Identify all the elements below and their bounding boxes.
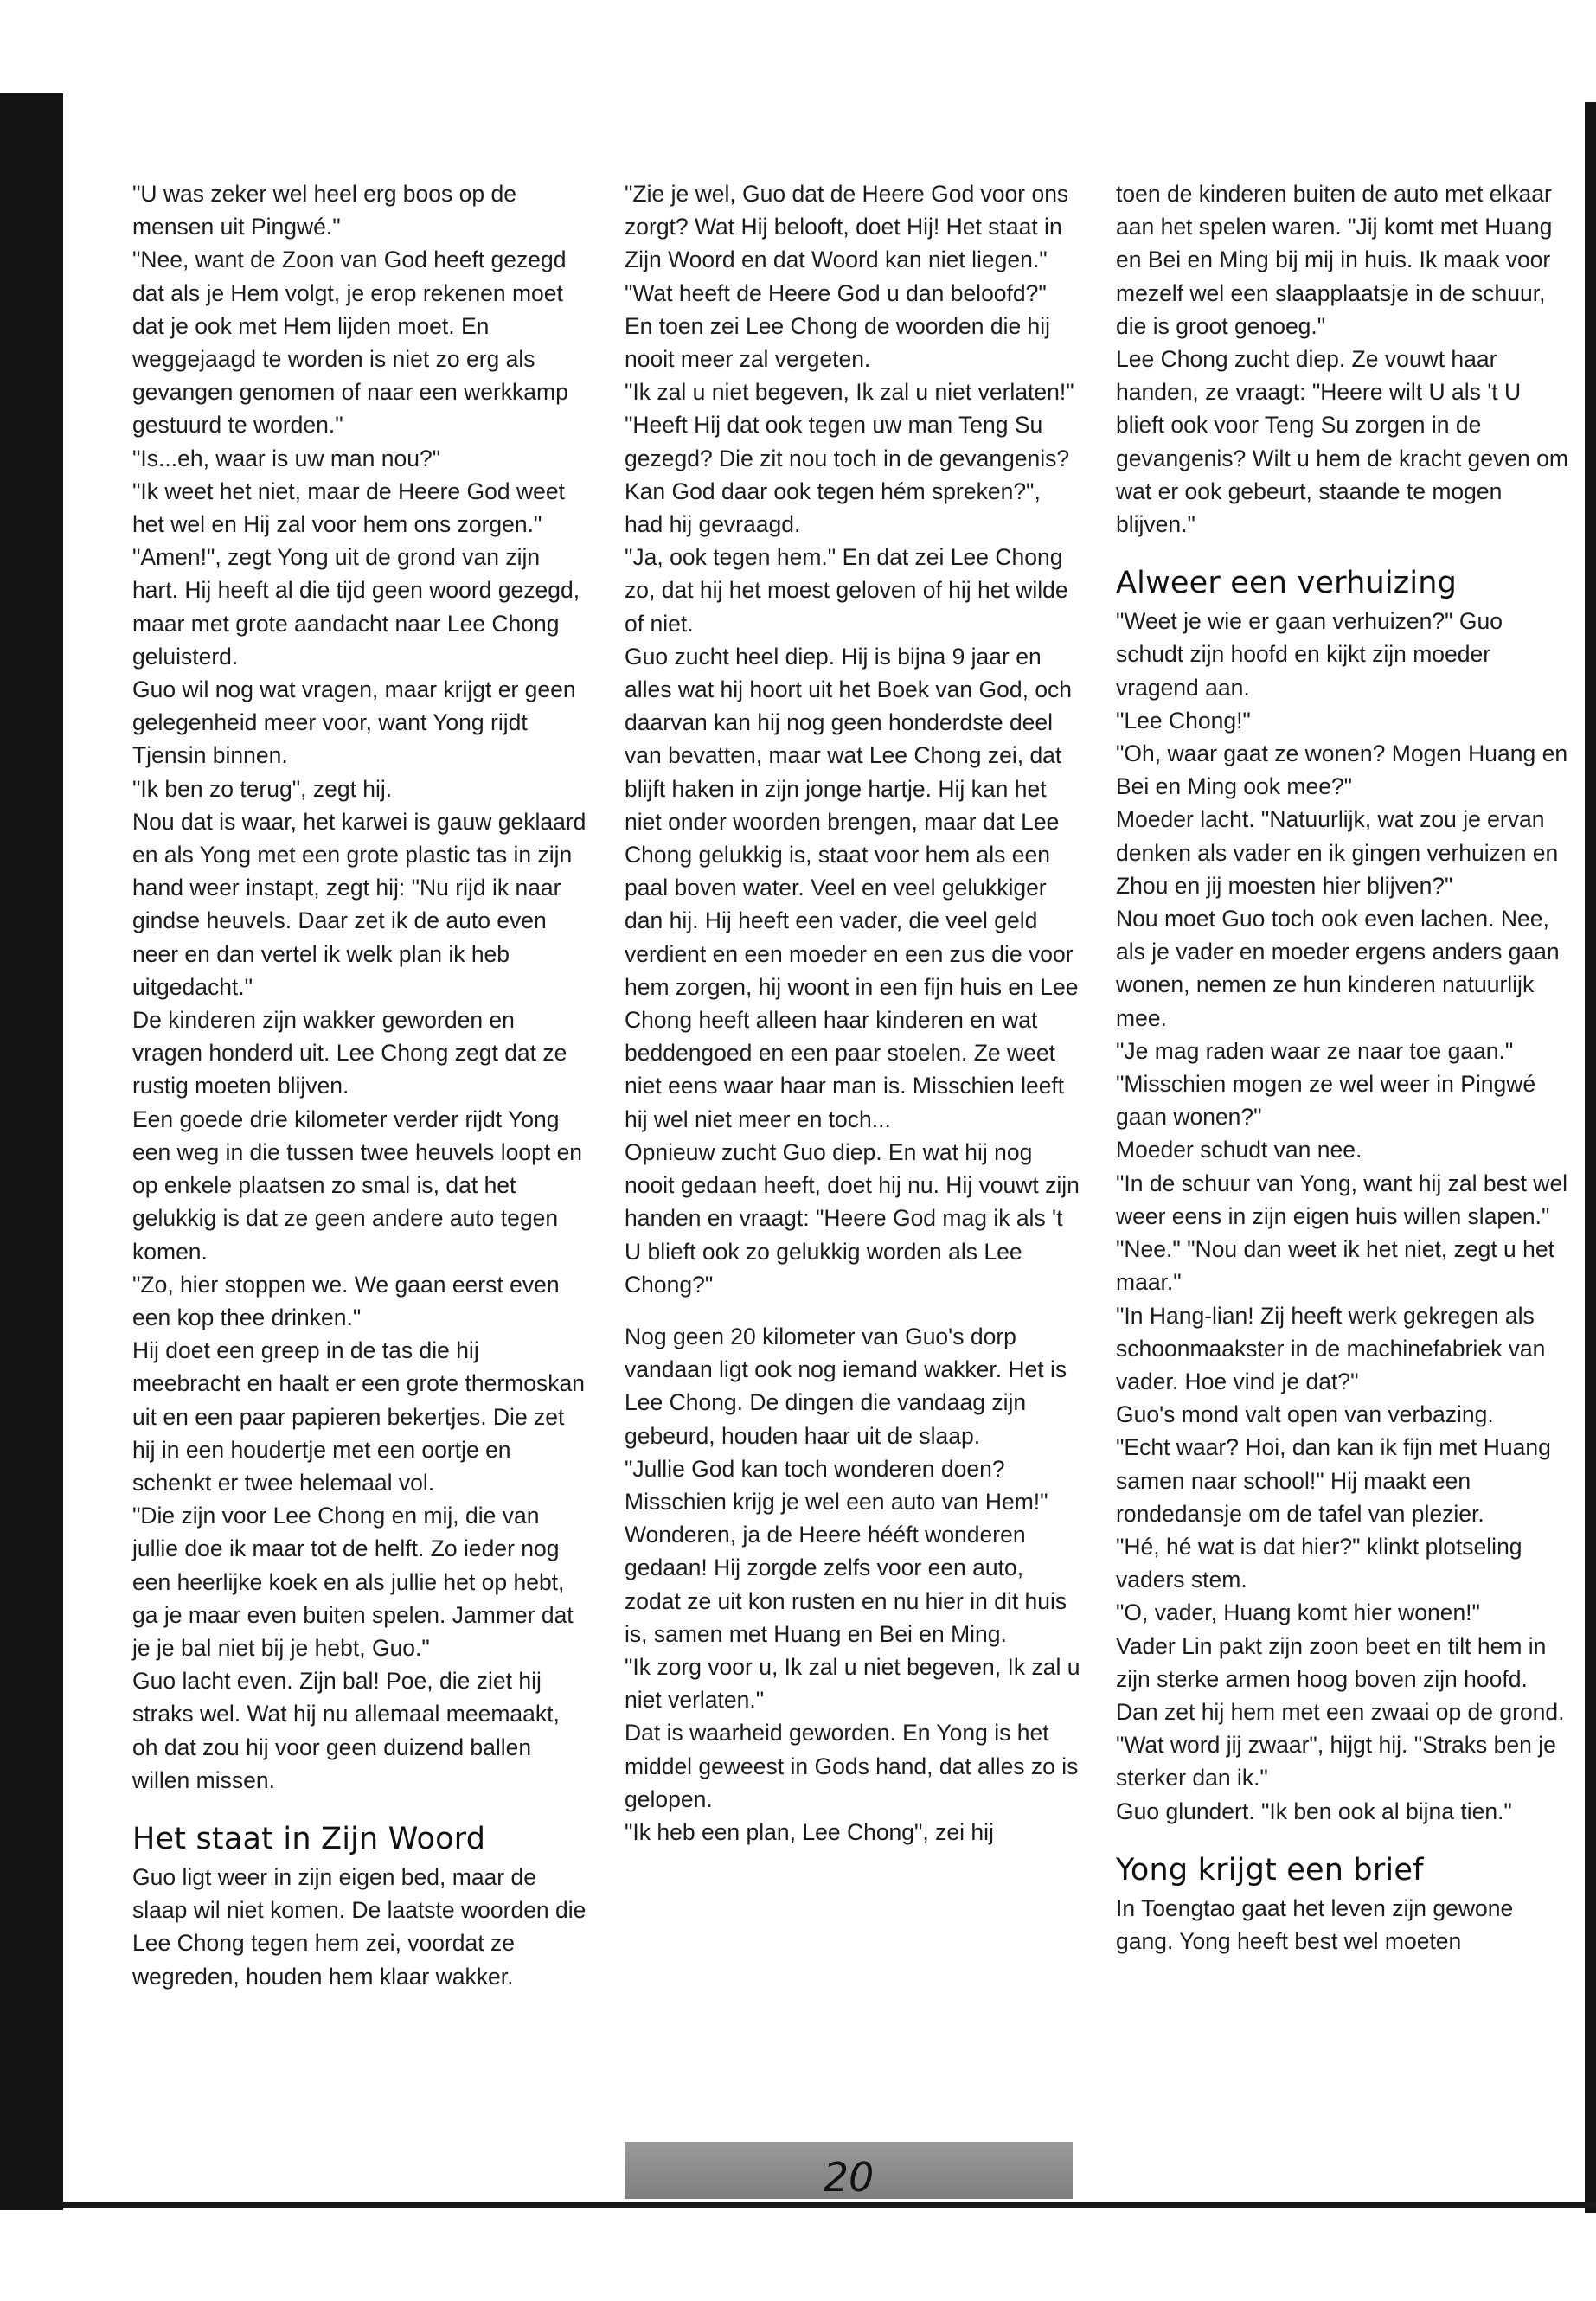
paragraph: "Ik zorg voor u, Ik zal u niet begeven, Ik zal u niet verlaten." [625, 1653, 1080, 1714]
paragraph: Guo lacht even. Zijn bal! Poe, die ziet hij straks wel. Wat hij nu allemaal meemaakt, oh dat zou hij voor geen duizend ballen willen missen. [132, 1668, 560, 1793]
scan-edge-left [0, 93, 63, 2210]
paragraph: "Wat word jij zwaar", hijgt hij. "Straks ben je sterker dan ik." [1116, 1732, 1556, 1791]
paragraph: "Zie je wel, Guo dat de Heere God voor ons zorgt? Wat Hij belooft, doet Hij! Het staat in Zijn Woord en dat Woord kan niet liegen." [625, 181, 1069, 273]
paragraph: "Oh, waar gaat ze wonen? Mogen Huang en Bei en Ming ook mee?" [1116, 740, 1568, 800]
paragraph: Moeder lacht. "Natuurlijk, wat zou je ervan denken als vader en ik gingen verhuizen en Zhou en jij moesten hier blijven?" [1116, 806, 1559, 899]
text-column-left [132, 177, 591, 1993]
paragraph: "Echt waar? Hoi, dan kan ik fijn met Huang samen naar school!" Hij maakt een rondedansje om de tafel van plezier. [1116, 1434, 1551, 1527]
text-column-middle [625, 177, 1083, 1849]
paragraph: "Jullie God kan toch wonderen doen? Misschien krijg je wel een auto van Hem!" [625, 1455, 1048, 1515]
paragraph: "Ik ben zo terug", zegt hij. [132, 775, 393, 802]
page-number-box [625, 2142, 1073, 2199]
paragraph: "U was zeker wel heel erg boos op de mensen uit Pingwé." [132, 181, 516, 240]
paragraph: "Amen!", zegt Yong uit de grond van zijn hart. Hij heeft al die tijd geen woord gezegd, maar met grote aandacht naar Lee Chong geluisterd. [132, 544, 580, 670]
paragraph: "Wat heeft de Heere God u dan beloofd?" [625, 279, 1047, 306]
paragraph: Hij doet een greep in de tas die hij meebracht en haalt er een grote thermoskan uit en een paar papieren bekertjes. Die zet hij in een houdertje met een oortje en schenkt er twee helemaal vol. [132, 1337, 585, 1496]
paragraph: "Is...eh, waar is uw man nou?" [132, 445, 441, 471]
section-heading: Het staat in Zijn Woord [132, 1821, 486, 1856]
paragraph: "Lee Chong!" [1116, 707, 1251, 734]
paragraph: Nog geen 20 kilometer van Guo's dorp vandaan ligt ook nog iemand wakker. Het is Lee Chong. De dingen die vandaag zijn gebeurd, houden haar uit de slaap. [625, 1323, 1067, 1449]
paragraph: "Ik zal u niet begeven, Ik zal u niet verlaten!" [625, 379, 1074, 406]
bottom-rule [63, 2202, 1596, 2208]
paragraph: Nou dat is waar, het karwei is gauw geklaard en als Yong met een grote plastic tas in zijn hand weer instapt, zegt hij: "Nu rijd ik naar gindse heuvels. Daar zet ik de auto even neer en dan vertel ik welk plan ik heb uitgedacht." [132, 808, 586, 1000]
paragraph: "Ik heb een plan, Lee Chong", zei hij [625, 1818, 994, 1845]
paragraph: Guo ligt weer in zijn eigen bed, maar de slaap wil niet komen. De laatste woorden die Lee Chong tegen hem zei, voordat ze wegreden, houden hem klaar wakker. [132, 1863, 586, 1990]
paragraph: "Zo, hier stoppen we. We gaan eerst even een kop thee drinken." [132, 1271, 560, 1330]
section-heading: Alweer een verhuizing [1116, 566, 1458, 601]
scan-margin-top [0, 0, 1596, 93]
paragraph: "Ik weet het niet, maar de Heere God weet het wel en Hij zal voor hem ons zorgen." [132, 478, 565, 538]
text-column-right [1116, 177, 1574, 1958]
paragraph: Wonderen, ja de Heere hééft wonderen gedaan! Hij zorgde zelfs voor een auto, zodat ze uit kon rusten en nu hier in dit huis is, samen met Huang en Bei en Ming. [625, 1522, 1067, 1647]
paragraph: "Die zijn voor Lee Chong en mij, die van jullie doe ik maar tot de helft. Zo ieder nog een heerlijke koek en als jullie het op hebt, ga je maar even buiten spelen. Jammer dat je je bal niet bij je hebt, Guo." [132, 1503, 574, 1661]
paragraph: Dat is waarheid geworden. En Yong is het middel geweest in Gods hand, dat alles zo is gelopen. [625, 1720, 1079, 1812]
paragraph: In Toengtao gaat het leven zijn gewone gang. Yong heeft best wel moeten [1116, 1894, 1514, 1954]
scan-edge-right [1585, 102, 1596, 2213]
paragraph: De kinderen zijn wakker geworden en vragen honderd uit. Lee Chong zegt dat ze rustig moeten blijven. [132, 1007, 567, 1099]
paragraph: Guo's mond valt open van verbazing. [1116, 1401, 1494, 1428]
paragraph: "In Hang-lian! Zij heeft werk gekregen als schoonmaakster in de machinefabriek van vader. Hoe vind je dat?" [1116, 1302, 1546, 1394]
paragraph: Moeder schudt van nee. [1116, 1137, 1362, 1163]
page-number: 20 [823, 2154, 875, 2201]
paragraph: "O, vader, Huang komt hier wonen!" [1116, 1599, 1480, 1626]
paragraph: toen de kinderen buiten de auto met elkaar aan het spelen waren. "Jij komt met Huang en Bei en Ming bij mij in huis. Ik maak voor mezelf wel een slaapplaatsje in de schuur, die is groot genoeg." [1116, 181, 1553, 339]
paragraph: "Nee." "Nou dan weet ik het niet, zegt u het maar." [1116, 1236, 1554, 1296]
paragraph: Nou moet Guo toch ook even lachen. Nee, als je vader en moeder ergens anders gaan wonen, nemen ze hun kinderen natuurlijk mee. [1116, 906, 1560, 1031]
paragraph: Guo wil nog wat vragen, maar krijgt er geen gelegenheid meer voor, want Yong rijdt Tjensin binnen. [132, 676, 576, 769]
paragraph: Een goede drie kilometer verder rijdt Yong een weg in die tussen twee heuvels loopt en op enkele plaatsen zo smal is, dat het gelukkig is dat ze geen andere auto tegen komen. [132, 1106, 583, 1265]
paragraph: "Misschien mogen ze wel weer in Pingwé gaan wonen?" [1116, 1071, 1536, 1131]
paragraph: En toen zei Lee Chong de woorden die hij nooit meer zal vergeten. [625, 312, 1051, 373]
paragraph: "Ja, ook tegen hem." En dat zei Lee Chong zo, dat hij het moest geloven of hij het wilde of niet. [625, 544, 1068, 637]
paragraph: Guo zucht heel diep. Hij is bijna 9 jaar en alles wat hij hoort uit het Boek van God, och daarvan kan hij nog geen honderdste deel van bevatten, maar wat Lee Chong zei, dat blijft haken in zijn jonge hartje. Hij kan het niet onder woorden brengen, maar dat Lee Chong gelukkig is, staat voor hem als een paal boven water. Veel en veel gelukkiger dan hij. Hij heeft een vader, die veel geld verdient en een moeder en een zus die voor hem zorgen, hij woont in een fijn huis en Lee Chong heeft alleen haar kinderen en wat beddengoed en een paar stoelen. Ze weet niet eens waar haar man is. Misschien leeft hij wel niet meer en toch... [625, 643, 1079, 1132]
paragraph: Guo glundert. "Ik ben ook al bijna tien." [1116, 1798, 1512, 1824]
paragraph: Lee Chong zucht diep. Ze vouwt haar handen, ze vraagt: "Heere wilt U als 't U blieft ook voor Teng Su zorgen in de gevangenis? Wilt u hem de kracht geven om wat er ook gebeurt, staande te mogen blijven." [1116, 346, 1568, 538]
paragraph: Opnieuw zucht Guo diep. En wat hij nog nooit gedaan heeft, doet hij nu. Hij vouwt zijn handen en vraagt: "Heere God mag ik als 't U blieft ook zo gelukkig worden als Lee Chong?" [625, 1138, 1080, 1298]
paragraph: "In de schuur van Yong, want hij zal best wel weer eens in zijn eigen huis willen slapen." [1116, 1170, 1568, 1229]
paragraph: "Nee, want de Zoon van God heeft gezegd dat als je Hem volgt, je erop rekenen moet dat je ook met Hem lijden moet. En weggejaagd te worden is niet zo erg als gevangen genomen of naar een werkkamp gestuurd te worden." [132, 247, 568, 439]
paragraph: "Hé, hé wat is dat hier?" klinkt plotseling vaders stem. [1116, 1533, 1522, 1593]
section-heading: Yong krijgt een brief [1116, 1852, 1424, 1888]
paragraph: "Heeft Hij dat ook tegen uw man Teng Su gezegd? Die zit nou toch in de gevangenis? Kan God daar ook tegen hém spreken?", had hij gevraagd. [625, 412, 1070, 538]
paragraph: "Weet je wie er gaan verhuizen?" Guo schudt zijn hoofd en kijkt zijn moeder vragend aan. [1116, 608, 1503, 701]
paragraph: "Je mag raden waar ze naar toe gaan." [1116, 1037, 1514, 1064]
paragraph: Vader Lin pakt zijn zoon beet en tilt hem in zijn sterke armen hoog boven zijn hoofd. Dan zet hij hem met een zwaai op de grond. [1116, 1632, 1565, 1725]
